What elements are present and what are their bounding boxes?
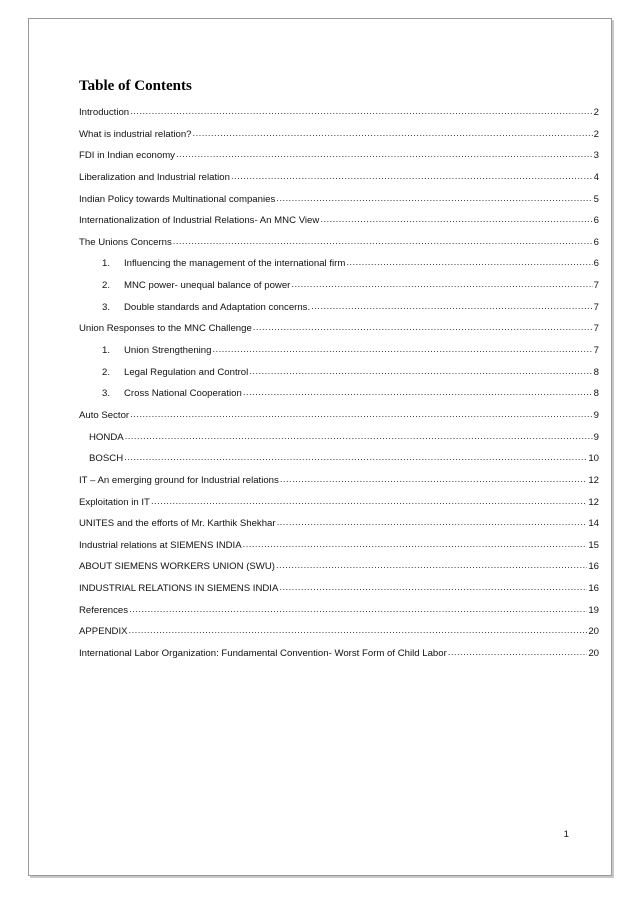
- toc-dot-leader: [129, 625, 588, 636]
- toc-entry-page: 20: [588, 648, 599, 660]
- toc-dot-leader: [129, 604, 587, 615]
- toc-entry-title: INDUSTRIAL RELATIONS IN SIEMENS INDIA: [79, 583, 279, 595]
- toc-entry-title: Industrial relations at SIEMENS INDIA: [79, 539, 242, 551]
- toc-entry-title: Double standards and Adaptation concerns.: [124, 301, 311, 313]
- toc-entry[interactable]: [79, 172, 599, 194]
- toc-entry-page: 15: [588, 539, 599, 551]
- toc-dot-leader: [276, 560, 587, 571]
- toc-dot-leader: [291, 279, 592, 290]
- toc-dot-leader: [176, 149, 593, 160]
- toc-dot-leader: [193, 128, 593, 139]
- toc-entry[interactable]: [79, 237, 599, 259]
- toc-entry-title: APPENDIX: [79, 626, 128, 638]
- toc-entry-page: 9: [593, 409, 599, 421]
- toc-entry-page: 20: [588, 626, 599, 638]
- toc-entry[interactable]: [79, 345, 599, 367]
- toc-dot-leader: [212, 344, 592, 355]
- toc-entry-number: 1.: [102, 258, 111, 270]
- toc-entry[interactable]: [79, 605, 599, 627]
- toc-dot-leader: [448, 647, 588, 658]
- toc-entry[interactable]: [79, 367, 599, 389]
- toc-entry-title: International Labor Organization: Fundamental Convention- Worst Form of Child Labor: [79, 648, 447, 660]
- toc-entry[interactable]: [79, 150, 599, 172]
- toc-entry-page: 7: [593, 345, 599, 357]
- toc-entry-number: 1.: [102, 345, 111, 357]
- toc-entry-title: Influencing the management of the international firm: [124, 258, 346, 270]
- toc-entry-page: 10: [588, 453, 599, 465]
- toc-dot-leader: [320, 214, 592, 225]
- toc-entry-page: 8: [593, 388, 599, 400]
- toc-dot-leader: [243, 387, 593, 398]
- toc-entry-page: 19: [588, 604, 599, 616]
- toc-entry[interactable]: [79, 648, 599, 670]
- toc-entry[interactable]: [79, 302, 599, 324]
- toc-entry-title: IT – An emerging ground for Industrial relations: [79, 474, 279, 486]
- toc-entry[interactable]: [79, 475, 599, 497]
- toc-dot-leader: [130, 409, 593, 420]
- toc-dot-leader: [346, 257, 592, 268]
- toc-entry-title: MNC power- unequal balance of power: [124, 280, 291, 292]
- toc-entry[interactable]: [79, 280, 599, 302]
- toc-entry[interactable]: [79, 258, 599, 280]
- toc-entry-page: 2: [593, 128, 599, 140]
- toc-entry[interactable]: [79, 561, 599, 583]
- toc-entry[interactable]: [79, 194, 599, 216]
- toc-title: Table of Contents: [79, 78, 192, 94]
- toc-entry-number: 3.: [102, 388, 111, 400]
- toc-entry-page: 6: [593, 236, 599, 248]
- toc-entry[interactable]: [79, 215, 599, 237]
- toc-entry-page: 4: [593, 171, 599, 183]
- toc-entry-title: Internationalization of Industrial Relations- An MNC View: [79, 215, 320, 227]
- toc-entry[interactable]: [79, 518, 599, 540]
- toc-dot-leader: [124, 452, 587, 463]
- toc-entry-number: 3.: [102, 301, 111, 313]
- toc-entry-title: Liberalization and Industrial relation: [79, 171, 230, 183]
- toc-entry-title: ABOUT SIEMENS WORKERS UNION (SWU): [79, 561, 275, 573]
- toc-entry[interactable]: [79, 540, 599, 562]
- toc-entry[interactable]: [79, 432, 599, 454]
- toc-entry-page: 12: [588, 474, 599, 486]
- toc-entry-page: 16: [588, 561, 599, 573]
- toc-entry-title: Auto Sector: [79, 409, 130, 421]
- toc-entry-page: 7: [593, 323, 599, 335]
- toc-dot-leader: [130, 106, 593, 117]
- toc-entry-page: 16: [588, 583, 599, 595]
- toc-entry[interactable]: [79, 323, 599, 345]
- toc-entry-page: 9: [593, 431, 599, 443]
- toc-entry-title: UNITES and the efforts of Mr. Karthik Shekhar: [79, 518, 276, 530]
- toc-list: [79, 107, 599, 670]
- toc-dot-leader: [231, 171, 593, 182]
- toc-dot-leader: [279, 582, 587, 593]
- toc-entry-page: 6: [593, 258, 599, 270]
- toc-entry-title: Union Responses to the MNC Challenge: [79, 323, 252, 335]
- toc-entry-page: 14: [588, 518, 599, 530]
- toc-dot-leader: [151, 496, 587, 507]
- toc-entry-title: Exploitation in IT: [79, 496, 150, 508]
- toc-entry-title: What is industrial relation?: [79, 128, 192, 140]
- toc-dot-leader: [253, 322, 593, 333]
- toc-dot-leader: [173, 236, 593, 247]
- toc-entry-page: 7: [593, 280, 599, 292]
- toc-entry-page: 5: [593, 193, 599, 205]
- toc-entry-title: FDI in Indian economy: [79, 150, 175, 162]
- toc-entry-page: 3: [593, 150, 599, 162]
- toc-entry[interactable]: [79, 583, 599, 605]
- toc-entry-page: 6: [593, 215, 599, 227]
- toc-entry-title: BOSCH: [89, 453, 124, 465]
- toc-entry-page: 12: [588, 496, 599, 508]
- toc-entry-page: 2: [593, 107, 599, 118]
- toc-entry-title: References: [79, 604, 129, 616]
- toc-entry[interactable]: [79, 410, 599, 432]
- toc-dot-leader: [243, 539, 588, 550]
- toc-dot-leader: [280, 474, 588, 485]
- toc-entry[interactable]: [79, 388, 599, 410]
- toc-entry[interactable]: [79, 107, 599, 129]
- toc-entry-page: 8: [593, 366, 599, 378]
- toc-dot-leader: [249, 366, 592, 377]
- toc-entry[interactable]: [79, 129, 599, 151]
- toc-entry-title: Introduction: [79, 107, 130, 118]
- toc-dot-leader: [311, 301, 593, 312]
- toc-entry-number: 2.: [102, 366, 111, 378]
- document-page: [28, 18, 612, 876]
- toc-entry[interactable]: [79, 497, 599, 519]
- toc-entry-title: HONDA: [89, 431, 124, 443]
- toc-entry-title: Indian Policy towards Multinational companies: [79, 193, 276, 205]
- toc-entry-number: 2.: [102, 280, 111, 292]
- toc-entry[interactable]: [79, 626, 599, 648]
- toc-dot-leader: [277, 517, 588, 528]
- table-of-contents: [79, 77, 599, 670]
- page-number: 1: [563, 829, 569, 840]
- toc-dot-leader: [125, 431, 593, 442]
- toc-entry-page: 7: [593, 301, 599, 313]
- toc-entry[interactable]: [79, 453, 599, 475]
- toc-entry-title: The Unions Concerns: [79, 236, 172, 248]
- toc-dot-leader: [276, 193, 592, 204]
- toc-entry-title: Cross National Cooperation: [124, 388, 242, 400]
- toc-entry-title: Union Strengthening: [124, 345, 212, 357]
- toc-entry-title: Legal Regulation and Control: [124, 366, 249, 378]
